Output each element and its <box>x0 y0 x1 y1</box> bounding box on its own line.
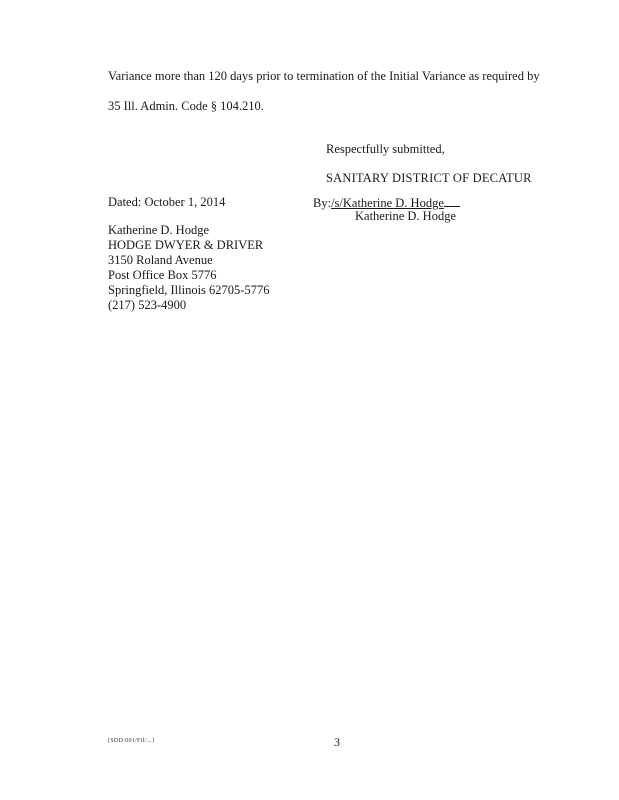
body-text-line-1: Variance more than 120 days prior to termination of the Initial Variance as required by <box>108 69 540 83</box>
closing-phrase: Respectfully submitted, <box>326 142 445 156</box>
signature-underline <box>444 195 460 207</box>
signature-value: /s/Katherine D. Hodge <box>331 196 444 210</box>
counsel-city: Springfield, Illinois 62705-5776 <box>108 283 270 297</box>
counsel-firm: HODGE DWYER & DRIVER <box>108 238 264 252</box>
signer-name: Katherine D. Hodge <box>355 209 457 223</box>
footer-document-id: [SDD:001/Fil/...] <box>108 738 155 744</box>
counsel-name: Katherine D. Hodge <box>108 223 210 237</box>
counsel-phone: (217) 523-4900 <box>108 298 187 312</box>
signature-by-label: By: <box>313 196 332 210</box>
counsel-street: 3150 Roland Avenue <box>108 253 213 267</box>
counsel-po-box: Post Office Box 5776 <box>108 268 217 282</box>
date-line: Dated: October 1, 2014 <box>108 195 226 209</box>
party-name: SANITARY DISTRICT OF DECATUR <box>326 171 532 185</box>
page-number: 3 <box>334 735 340 749</box>
counsel-address-block <box>108 223 269 313</box>
body-text-line-2: 35 Ill. Admin. Code § 104.210. <box>108 99 264 113</box>
